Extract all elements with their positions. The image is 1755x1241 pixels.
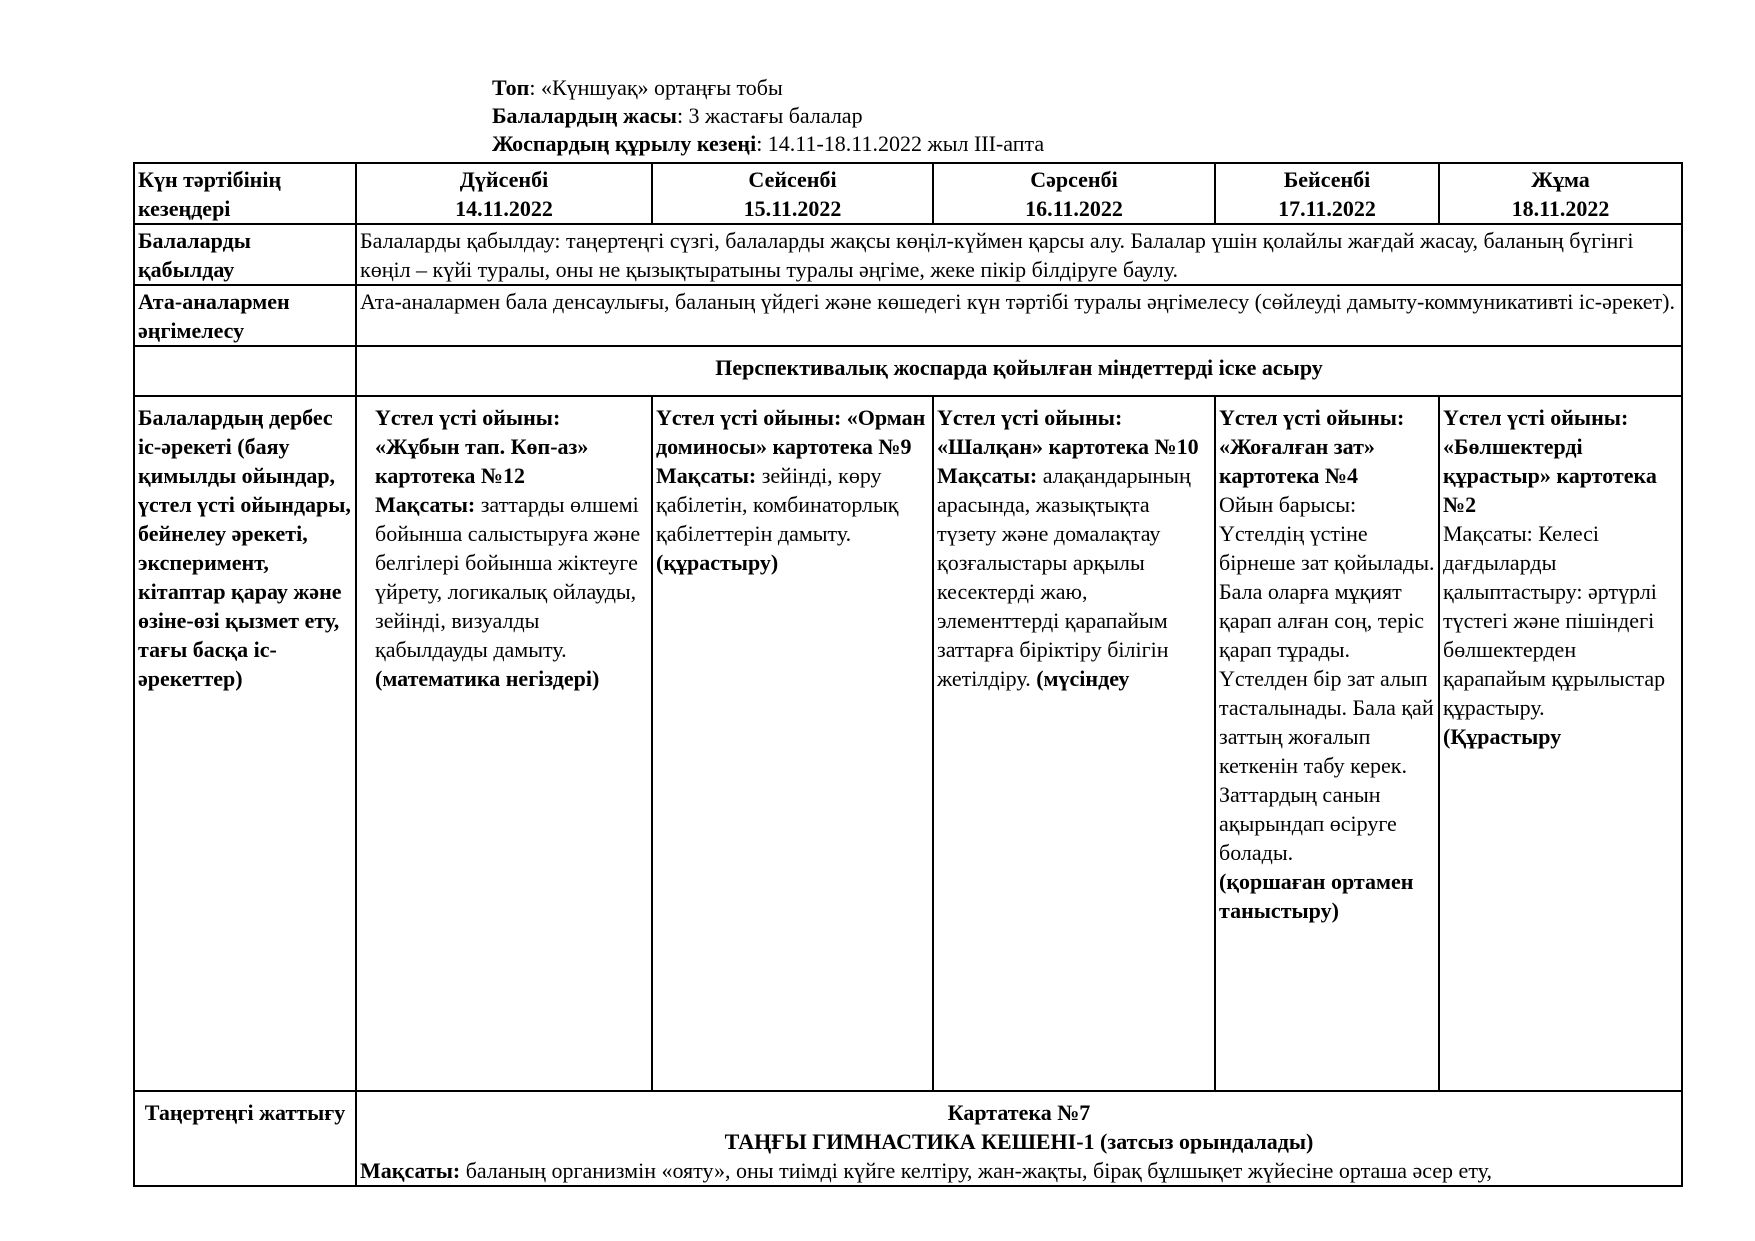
parents-stage-cell: Ата-аналармен әңгімелесу [134, 285, 356, 346]
day-date: 15.11.2022 [743, 196, 842, 221]
perspective-text-cell: Перспективалық жоспарда қойылған міндеттерді іске асыру [356, 346, 1682, 396]
game-title: Үстел үсті ойыны: «Шалқан» картотека №10 [937, 405, 1199, 459]
perspective-row [134, 346, 1682, 396]
day-date: 14.11.2022 [455, 196, 553, 221]
game-goal [656, 461, 929, 548]
activity-monday-cell [356, 396, 652, 1091]
education-area: (Құрастыру [1443, 724, 1562, 749]
reception-stage-cell: Балаларды қабылдау [134, 224, 356, 285]
goal-label: Мақсаты: [360, 1158, 461, 1183]
game-process: Ойын барысы: Үстелдің үстіне бірнеше зат қойылады. Бала оларға мұқият қарап алған соң, теріс қарап тұрады. Үстелден бір зат алып тасталынады. Бала қай заттың жоғалып кеткенін табу керек. Заттардың санын ақырындап өсіруге болады. [1219, 492, 1435, 865]
weekly-plan-table [133, 162, 1683, 1187]
parents-text-cell: Ата-аналармен бала денсаулығы, баланың үйдегі және көшедегі күн тәртібі туралы әңгімелесу (сөйлеуді дамыту-коммуникативті іс-әрекет). [356, 285, 1682, 346]
day-name: Сәрсенбі [1030, 167, 1118, 192]
day-date: 18.11.2022 [1511, 196, 1610, 221]
day-header-thursday [1215, 163, 1439, 224]
goal-label: Мақсаты: [937, 463, 1038, 488]
activity-tuesday-cell [652, 396, 933, 1091]
education-area: (қоршаған ортамен таныстыру) [1219, 869, 1414, 923]
parents-row [134, 285, 1682, 346]
group-label: Топ [492, 75, 530, 100]
activity-friday-cell [1439, 396, 1682, 1091]
morning-exercise-content-cell [356, 1091, 1682, 1186]
education-area: (мүсіндеу [1030, 666, 1130, 691]
education-area: (құрастыру) [656, 550, 779, 575]
group-value: : «Күншуақ» ортаңғы тобы [529, 75, 783, 100]
game-goal: Мақсаты: Келесі дағдыларды қалыптастыру: әртүрлі түстегі және пішіндегі бөлшектерден қарапайым құрылыстар құрастыру. [1443, 521, 1666, 720]
goal-text: заттарды өлшемі бойынша салыстыруға және белгілері бойынша жіктеуге үйрету, логикалық ойлауды, зейінді, визуалды қабылдауды дамыту. [375, 492, 641, 662]
activity-thursday-cell [1215, 396, 1439, 1091]
game-goal [937, 461, 1211, 693]
reception-text-cell: Балаларды қабылдау: таңертеңгі сүзгі, балаларды жақсы көңіл-күймен қарсы алу. Балалар үшін қолайлы жағдай жасау, баланың бүгінгі көңіл – күйі туралы, оны не қызықтыратыны туралы әңгіме, жеке пікір білдіруге баулу. [356, 224, 1682, 285]
activity-wednesday-cell [933, 396, 1215, 1091]
goal-label: Мақсаты: [375, 492, 476, 517]
day-name: Жұма [1531, 167, 1590, 192]
day-date: 16.11.2022 [1025, 196, 1123, 221]
day-name: Бейсенбі [1283, 167, 1371, 192]
goal-label: Мақсаты: [656, 463, 757, 488]
day-date: 17.11.2022 [1278, 196, 1376, 221]
morning-exercise-stage-cell: Таңертеңгі жаттығу [134, 1091, 356, 1186]
age-value: : 3 жастағы балалар [676, 103, 863, 128]
activity-row [134, 396, 1682, 1091]
goal-text: баланың организмін «ояту», оны тиімді күйге келтіру, жан-жақты, бірақ бұлшықет жүйесіне орташа әсер ету, [460, 1158, 1492, 1183]
goal-text: алақандарының арасында, жазықтықта түзету және домалақтау қозғалыстары арқылы кесектерді жаю, элементтерді қарапайым заттарға біріктіру білігін жетілдіру. [937, 463, 1191, 691]
stage-header-cell: Күн тәртібінің кезеңдері [134, 163, 356, 224]
table-header-row [134, 163, 1682, 224]
age-label: Балалардың жасы [492, 103, 677, 128]
period-label: Жоспардың құрылу кезеңі [492, 131, 757, 156]
day-name: Дүйсенбі [459, 167, 549, 192]
age-line [492, 102, 1044, 130]
day-header-tuesday [652, 163, 933, 224]
game-title: Үстел үсті ойыны: «Жұбын тап. Көп-аз» картотека №12 [375, 405, 589, 488]
day-header-monday [356, 163, 652, 224]
day-name: Сейсенбі [748, 167, 837, 192]
reception-row [134, 224, 1682, 285]
exercise-complex-title: ТАҢҒЫ ГИМНАСТИКА КЕШЕНІ-1 (затсыз орындалады) [724, 1129, 1314, 1154]
game-title: Үстел үсті ойыны: «Орман доминосы» картотека №9 [656, 405, 926, 459]
goal-text: зейінді, көру қабілетін, комбинаторлық қабілеттерін дамыту. [656, 463, 899, 546]
exercise-goal [360, 1156, 1678, 1185]
day-header-wednesday [933, 163, 1215, 224]
game-goal [375, 490, 648, 664]
exercise-card: Картатека №7 [947, 1100, 1091, 1125]
period-line [492, 130, 1044, 158]
group-line [492, 74, 1044, 102]
morning-exercise-row [134, 1091, 1682, 1186]
game-title: Үстел үсті ойыны: «Бөлшектерді құрастыр» картотека №2 [1443, 405, 1657, 517]
day-header-friday [1439, 163, 1682, 224]
education-area: (математика негіздері) [375, 666, 600, 691]
activity-stage-cell: Балалардың дербес іс-әрекеті (баяу қимылды ойындар, үстел үсті ойындары, бейнелеу әрекеті, эксперимент, кітаптар қарау және өзіне-өзі қызмет ету, тағы басқа іс-әрекеттер) [134, 396, 356, 1091]
game-title: Үстел үсті ойыны: «Жоғалған зат» картотека №4 [1219, 405, 1405, 488]
perspective-empty-cell [134, 346, 356, 396]
document-header [492, 74, 1044, 158]
period-value: : 14.11-18.11.2022 жыл ІІІ-апта [756, 131, 1045, 156]
